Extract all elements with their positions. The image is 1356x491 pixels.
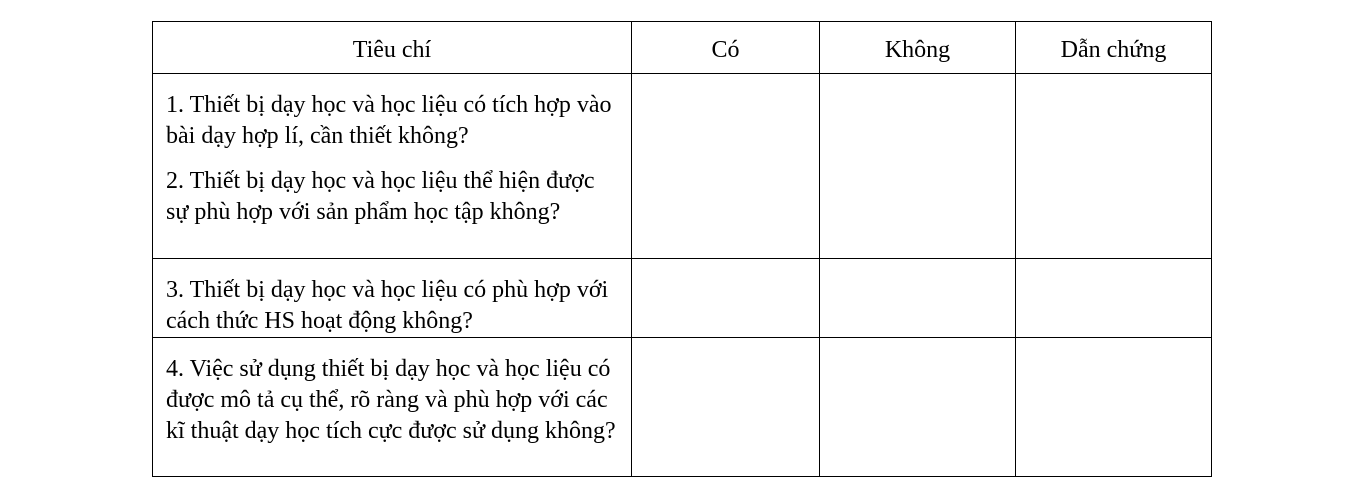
header-yes: Có [632,22,820,74]
yes-cell [632,338,820,477]
evidence-cell [1016,338,1212,477]
table-row [153,338,1212,477]
no-cell [820,74,1016,259]
header-criterion: Tiêu chí [153,22,632,74]
criterion-text: 1. Thiết bị dạy học và học liệu có tích hợp vào bài dạy hợp lí, cần thiết không? [166,92,612,149]
criterion-cell [153,338,632,477]
criterion-text: 4. Việc sử dụng thiết bị dạy học và học liệu có được mô tả cụ thể, rõ ràng và phù hợp với các kĩ thuật dạy học tích cực được sử dụng không? [166,356,616,444]
evidence-cell [1016,74,1212,259]
header-evidence: Dẫn chứng [1016,22,1212,74]
yes-cell [632,259,820,338]
criterion-cell [153,74,632,259]
criterion-text: 3. Thiết bị dạy học và học liệu có phù hợp với cách thức HS hoạt động không? [166,277,609,334]
criterion-cell [153,259,632,338]
yes-cell [632,74,820,259]
evaluation-table [152,21,1212,477]
table-row [153,74,1212,259]
no-cell [820,338,1016,477]
criterion-text: 2. Thiết bị dạy học và học liệu thể hiện được sự phù hợp với sản phẩm học tập không? [166,168,595,225]
header-row [153,22,1212,74]
header-no: Không [820,22,1016,74]
evidence-cell [1016,259,1212,338]
table-row [153,259,1212,338]
no-cell [820,259,1016,338]
